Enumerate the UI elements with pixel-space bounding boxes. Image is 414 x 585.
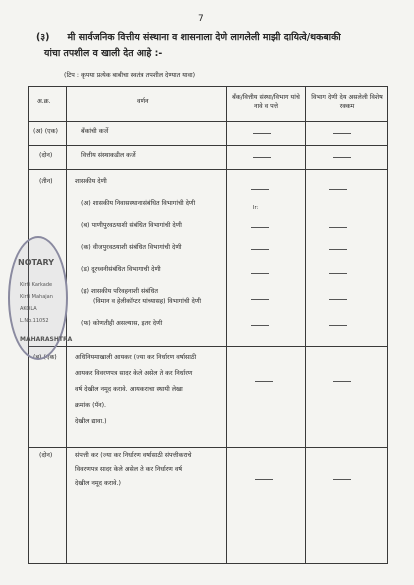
nil-dash [333,157,351,158]
row-description-line: अधिनियमाखाली आयकर (ज्या कर निर्धारण वर्षासाठी [75,354,197,361]
nil-dash [333,479,351,480]
subitem: (अ) शासकीय निवासस्थानासंबंधित विभागांची देणी [81,200,196,207]
nil-dash [329,189,347,190]
section-number: (३) [36,32,50,43]
row-serial: (अ) (एक) [33,128,58,135]
stamp-line: AKOLA [20,306,37,312]
nil-dash [251,325,269,326]
stamp-line: Kirti Mahajan [20,294,53,300]
nil-dash [255,479,273,480]
row-serial: (दोन) [39,452,53,459]
liabilities-table [28,86,388,564]
row-description: बँकांची कर्जे [81,128,109,135]
page-number: 7 [198,14,204,24]
stamp-line: Kirti Karkade [20,282,53,288]
row-divider [29,346,387,347]
row-serial: (ब) (एक) [33,354,57,361]
stamp-line: MAHARASHTRA [20,336,73,343]
column-divider [66,87,67,563]
row-description-line: आयकर विवरणपत्र सादर केले असेल ते कर निर्धारण [75,370,193,377]
row-serial: (दोन) [39,152,53,159]
heading-line-2: यांचा तपशील व खाली देत आहे :- [44,48,163,59]
row-description-line: क्रमांक (पॅन). [75,402,107,409]
nil-dash [253,133,271,134]
nil-dash [329,299,347,300]
notary-stamp [8,236,73,360]
row-description-line: विवरणपत्र सादर केले असेल ते कर निर्धारण वर्ष [75,466,182,473]
subitem: (इ) शासकीय परिवहनाशी संबंधित [81,288,158,295]
margin-mark: Ir: [253,205,259,211]
subitem: (ब) पाणीपुरवठयाशी संबंधित विभागांची देणी [81,222,182,229]
heading-text-1: मी सार्वजनिक वित्तीय संस्थाना व शासनाला देणे लागलेली माझी दायित्वे/थकबाकी [67,32,341,43]
header-serial: अ.क्र. [37,98,51,105]
subitem-continuation: (विमान व हेलीकॉप्टर यांच्यासह) विभागांची देणी [93,298,202,305]
nil-dash [329,325,347,326]
nil-dash [329,227,347,228]
row-divider [29,447,387,448]
column-divider [226,87,227,563]
row-divider [29,169,387,170]
row-description-line: देखील नमूद करावे.) [75,480,122,487]
nil-dash [251,189,269,190]
nil-dash [251,227,269,228]
subitem: (ड) दूरध्वनीसंबंधित विभागाची देणी [81,266,161,273]
row-description-line: संपत्ती कर (ज्या कर निर्धारण वर्षासाठी संपत्तीकराचे [75,452,192,459]
row-divider [29,145,387,146]
stamp-line: L.No.11052 [20,318,49,324]
nil-dash [251,299,269,300]
subitem: (क) वीजपुरवठयाशी संबंधित विभागांची देणी [81,244,182,251]
row-description-line: देखील द्यावा.) [75,418,107,425]
row-divider [29,121,387,122]
nil-dash [251,249,269,250]
header-description: वर्णन [137,98,149,105]
nil-dash [333,381,351,382]
nil-dash [251,273,269,274]
header-institution: बँक/वित्तीय संस्था/विभाग यांचे नावे व पत्ते [232,94,300,110]
column-divider [305,87,306,563]
heading-line-1 [36,30,396,46]
nil-dash [255,381,273,382]
row-description-line: वर्ष देखील नमूद करावे. आयकराचा स्थायी लेखा [75,386,183,393]
nil-dash [253,157,271,158]
row-serial: (तीन) [39,178,53,185]
stamp-title: NOTARY [18,258,55,267]
row-description: वित्तीय संस्थाकडील कर्जे [81,152,136,159]
nil-dash [329,273,347,274]
row-description: शासकीय देणी [75,178,107,185]
nil-dash [333,133,351,134]
nil-dash [329,249,347,250]
section-heading [36,30,396,62]
subitem: (फ) कोणतीही असल्यास, इतर देणी [81,320,163,327]
instruction-note: (टिप : कृपया प्रत्येक बाबीचा स्वतंत्र तपशील देण्यात यावा) [64,72,196,79]
header-amount: विभाग देणी देय असलेली विशेष रक्कम [311,94,383,110]
